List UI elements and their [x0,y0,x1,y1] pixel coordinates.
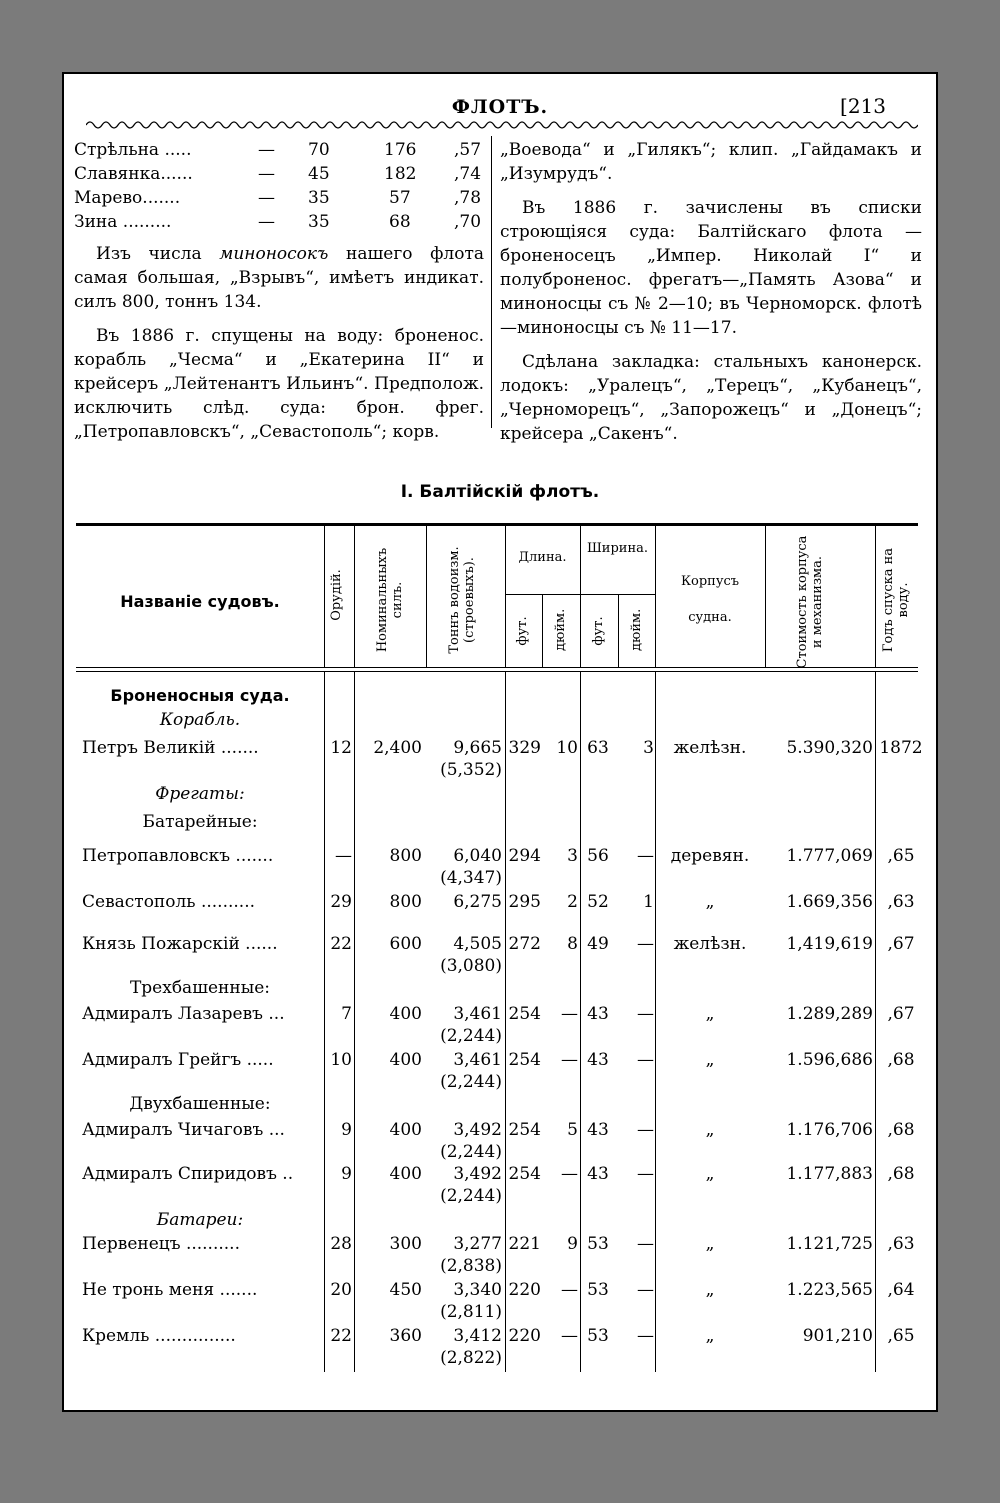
cell-lf: 294 [508,846,541,866]
cell-tons-combat: (3,080) [440,956,502,976]
header-width-ft: фут. [591,616,606,646]
cell-tons: 9,665 [453,738,502,758]
subheading-trekhbashennye: Трехбашенные: [129,978,271,998]
cell-cost: 1.777,069 [786,846,873,866]
header-tons: Тоннъ водоизм. (строевыхъ). [447,546,477,654]
header-name: Названіе судовъ. [120,592,280,611]
cell-ld: — [561,1050,578,1070]
cell-wf: 52 [587,892,609,912]
col-line [354,526,355,668]
cell-tons-combat: (4,347) [440,868,502,888]
cell-cost: 1.289,289 [786,1004,873,1024]
cell-ld: — [561,1326,578,1346]
cell-wd: — [637,1326,654,1346]
cell-lf: 254 [508,1004,541,1024]
cell-hull: желѣзн. [673,934,747,954]
cell-wf: 63 [587,738,609,758]
cell-tons: 3,340 [453,1280,502,1300]
cell-ld: 5 [567,1120,578,1140]
cell-wf: 43 [587,1164,609,1184]
stat-c: ,78 [454,188,482,208]
stat-name: Славянка...... [74,164,193,184]
cell-lf: 254 [508,1120,541,1140]
cell-tons-combat: (2,822) [440,1348,502,1368]
cell-power: 2,400 [373,738,422,758]
subheading-dvukhbashennye: Двухбашенные: [129,1094,271,1114]
cell-tons: 3,461 [453,1050,502,1070]
col-line [324,526,325,668]
cell-year: ,65 [887,1326,915,1346]
cell-cost: 1.177,883 [786,1164,873,1184]
book-page [62,72,938,1412]
cell-lf: 220 [508,1326,541,1346]
cell-name: Адмиралъ Грейгъ ..... [82,1050,274,1070]
cell-wd: — [637,846,654,866]
cell-wf: 49 [587,934,609,954]
cell-wf: 53 [587,1280,609,1300]
cell-lf: 220 [508,1280,541,1300]
cell-wf: 43 [587,1120,609,1140]
subheader-rule [505,594,655,595]
cell-ld: — [561,1164,578,1184]
cell-guns: 9 [341,1164,352,1184]
cell-guns: — [335,846,352,866]
cell-wf: 56 [587,846,609,866]
cell-year: ,68 [887,1164,915,1184]
paragraph-keel-laid: Сдѣлана закладка: стальныхъ канонерск. лодокъ: „Уралецъ“, „Терецъ“, „Кубанецъ“, „Черноморецъ“, „Запорожецъ“ и „Донецъ“; крейсера „Сакенъ“. [500,352,922,444]
header-width: Ширина. [586,541,649,556]
right-column [500,138,922,456]
cell-year: ,67 [887,934,915,954]
cell-tons: 3,492 [453,1120,502,1140]
cell-guns: 10 [330,1050,352,1070]
cell-lf: 254 [508,1050,541,1070]
cell-year: ,64 [887,1280,915,1300]
cell-wd: — [637,1004,654,1024]
cell-hull: деревян. [670,846,750,866]
header-length-ft: фут. [515,616,530,646]
stat-dash: — [258,188,275,208]
cell-name: Не тронь меня ....... [82,1280,258,1300]
header-year: Годъ спуска на воду. [881,547,911,653]
cell-cost: 1,419,619 [786,934,873,954]
header-guns: Орудій. [329,569,344,621]
cell-wf: 53 [587,1326,609,1346]
cell-power: 800 [389,892,422,912]
stat-b: 182 [384,164,417,184]
stat-name: Стрѣльна ..... [74,140,192,160]
cell-year: ,63 [887,1234,915,1254]
left-column [74,138,484,454]
cell-tons-combat: (2,244) [440,1026,502,1046]
cell-name: Адмиралъ Лазаревъ ... [82,1004,285,1024]
cell-year: ,67 [887,1004,915,1024]
cell-name: Севастополь .......... [82,892,255,912]
cell-wd: — [637,934,654,954]
cell-name: Петропавловскъ ....... [82,846,274,866]
cell-name: Кремль ............... [82,1326,236,1346]
cell-power: 400 [389,1164,422,1184]
cell-ld: 10 [556,738,578,758]
stat-name: Зина ......... [74,212,172,232]
cell-lf: 254 [508,1164,541,1184]
cell-name: Петръ Великій ....... [82,738,259,758]
cell-year: ,68 [887,1050,915,1070]
header-length-in: дюйм. [553,608,568,651]
cell-cost: 1.121,725 [786,1234,873,1254]
stat-a: 70 [308,140,330,160]
stat-c: ,74 [454,164,482,184]
cell-hull: „ [705,1164,715,1184]
cell-hull: „ [705,1280,715,1300]
cell-cost: 1.669,356 [786,892,873,912]
cell-guns: 20 [330,1280,352,1300]
header-bottom-rule [76,667,918,668]
cell-tons-combat: (5,352) [440,760,502,780]
cell-power: 800 [389,846,422,866]
col-line [875,526,876,668]
text-run-italic: миноносокъ [219,244,329,264]
cell-year: ,65 [887,846,915,866]
stat-b: 176 [384,140,417,160]
header-cost: Стоимость корпуса и механизма. [795,535,825,669]
cell-power: 400 [389,1004,422,1024]
cell-tons-combat: (2,811) [440,1302,502,1322]
cell-power: 400 [389,1050,422,1070]
cell-ld: 3 [567,846,578,866]
cell-tons: 3,412 [453,1326,502,1346]
stat-a: 35 [308,212,330,232]
cell-hull: „ [705,1050,715,1070]
header-width-in: дюйм. [629,608,644,651]
stat-dash: — [258,164,275,184]
cell-name: Князь Пожарскій ...... [82,934,278,954]
running-title: ФЛОТЪ. [451,96,549,118]
cell-tons-combat: (2,244) [440,1072,502,1092]
col-line [655,526,656,668]
cell-power: 360 [389,1326,422,1346]
cell-cost: 1.596,686 [786,1050,873,1070]
paragraph-enlisted-1886: Въ 1886 г. зачислены въ списки строющіяся суда: Балтійскаго флота — броненосецъ „Импер. Николай I“ и полуброненос. фрегатъ—„Память Азова“ и миноносцы съ № 2—10; въ Черноморск. флотѣ—миноносцы съ № 11—17. [500,198,922,338]
cell-ld: 8 [567,934,578,954]
cell-ld: 2 [567,892,578,912]
cell-tons: 6,040 [453,846,502,866]
cell-lf: 329 [508,738,541,758]
stat-c: ,70 [454,212,482,232]
cell-guns: 22 [330,934,352,954]
cell-wd: — [637,1234,654,1254]
stat-a: 45 [308,164,330,184]
cell-guns: 22 [330,1326,352,1346]
stat-a: 35 [308,188,330,208]
cell-wd: — [637,1164,654,1184]
cell-tons: 6,275 [453,892,502,912]
header-bottom-rule-2 [76,671,918,672]
cell-lf: 221 [508,1234,541,1254]
col-line [426,526,427,668]
stat-b: 68 [389,212,411,232]
section-title: I. Балтійскій флотъ. [400,482,600,502]
subheading-batarei: Батареи: [156,1210,244,1230]
stat-row [74,186,484,210]
cell-tons-combat: (2,244) [440,1186,502,1206]
cell-lf: 295 [508,892,541,912]
table-top-rule [76,523,918,526]
col-line [505,526,506,668]
stats-table [74,138,484,234]
column-divider [491,136,492,428]
cell-cost: 901,210 [802,1326,873,1346]
header-hull-1: Корпусъ [680,574,740,589]
paragraph-continuation: „Воевода“ и „Гилякъ“; клип. „Гайдамакъ и „Изумрудъ“. [500,140,922,184]
stat-b: 57 [389,188,411,208]
cell-cost: 1.176,706 [786,1120,873,1140]
cell-wd: 1 [643,892,654,912]
cell-name: Адмиралъ Чичаговъ ... [82,1120,285,1140]
stat-name: Марево....... [74,188,181,208]
col-line [765,526,766,668]
stat-dash: — [258,140,275,160]
cell-wd: — [637,1120,654,1140]
cell-tons: 3,277 [453,1234,502,1254]
cell-power: 300 [389,1234,422,1254]
col-line [542,595,543,668]
page-number: [213 [840,94,886,118]
cell-hull: „ [705,1004,715,1024]
cell-year: ,68 [887,1120,915,1140]
text-run: Изъ числа [96,244,220,264]
paragraph-torpedo-boats [74,242,484,314]
cell-ld: 9 [567,1234,578,1254]
cell-hull: „ [705,1120,715,1140]
cell-tons: 3,461 [453,1004,502,1024]
stat-row [74,162,484,186]
cell-name: Адмиралъ Спиридовъ .. [82,1164,294,1184]
text-run: нашего флота самая большая, „Взрывъ“, имѣетъ индикат. силъ 800, тоннъ 134. [74,244,484,312]
subheading-korabl: Корабль. [159,710,241,730]
cell-tons: 3,492 [453,1164,502,1184]
cell-guns: 9 [341,1120,352,1140]
cell-cost: 1.223,565 [786,1280,873,1300]
stat-row [74,138,484,162]
header-power: Номинальныхъ силъ. [375,547,405,653]
cell-wd: 3 [643,738,654,758]
cell-guns: 28 [330,1234,352,1254]
cell-tons-combat: (2,838) [440,1256,502,1276]
cell-year: 1872 [879,738,923,758]
stat-c: ,57 [454,140,482,160]
cell-guns: 12 [330,738,352,758]
cell-hull: „ [705,1326,715,1346]
header-length: Длина. [518,550,567,565]
cell-lf: 272 [508,934,541,954]
paragraph-launched-1886: Въ 1886 г. спущены на воду: броненос. корабль „Чесма“ и „Екатерина II“ и крейсеръ „Лейтенантъ Ильинъ“. Предполож. исключить слѣд. суда: брон. фрег. „Петропавловскъ“, „Севастополь“; корв. [74,326,484,442]
cell-wd: — [637,1280,654,1300]
header-hull-2: судна. [688,610,732,625]
cell-name: Первенецъ .......... [82,1234,240,1254]
stat-dash: — [258,212,275,232]
cell-power: 600 [389,934,422,954]
subheading-fregaty: Фрегаты: [155,784,245,804]
cell-wd: — [637,1050,654,1070]
cell-year: ,63 [887,892,915,912]
cell-power: 450 [389,1280,422,1300]
cell-guns: 29 [330,892,352,912]
cell-tons: 4,505 [453,934,502,954]
group-heading: Броненосныя суда. [110,686,290,705]
cell-ld: — [561,1004,578,1024]
cell-tons-combat: (2,244) [440,1142,502,1162]
cell-hull: „ [705,892,715,912]
col-line [618,595,619,668]
cell-wf: 53 [587,1234,609,1254]
subheading-batareinye: Батарейные: [142,812,258,832]
stat-row [74,210,484,234]
cell-ld: — [561,1280,578,1300]
cell-power: 400 [389,1120,422,1140]
cell-guns: 7 [341,1004,352,1024]
cell-hull: желѣзн. [673,738,747,758]
cell-cost: 5.390,320 [786,738,873,758]
cell-wf: 43 [587,1050,609,1070]
cell-wf: 43 [587,1004,609,1024]
wavy-rule [86,118,918,132]
cell-hull: „ [705,1234,715,1254]
